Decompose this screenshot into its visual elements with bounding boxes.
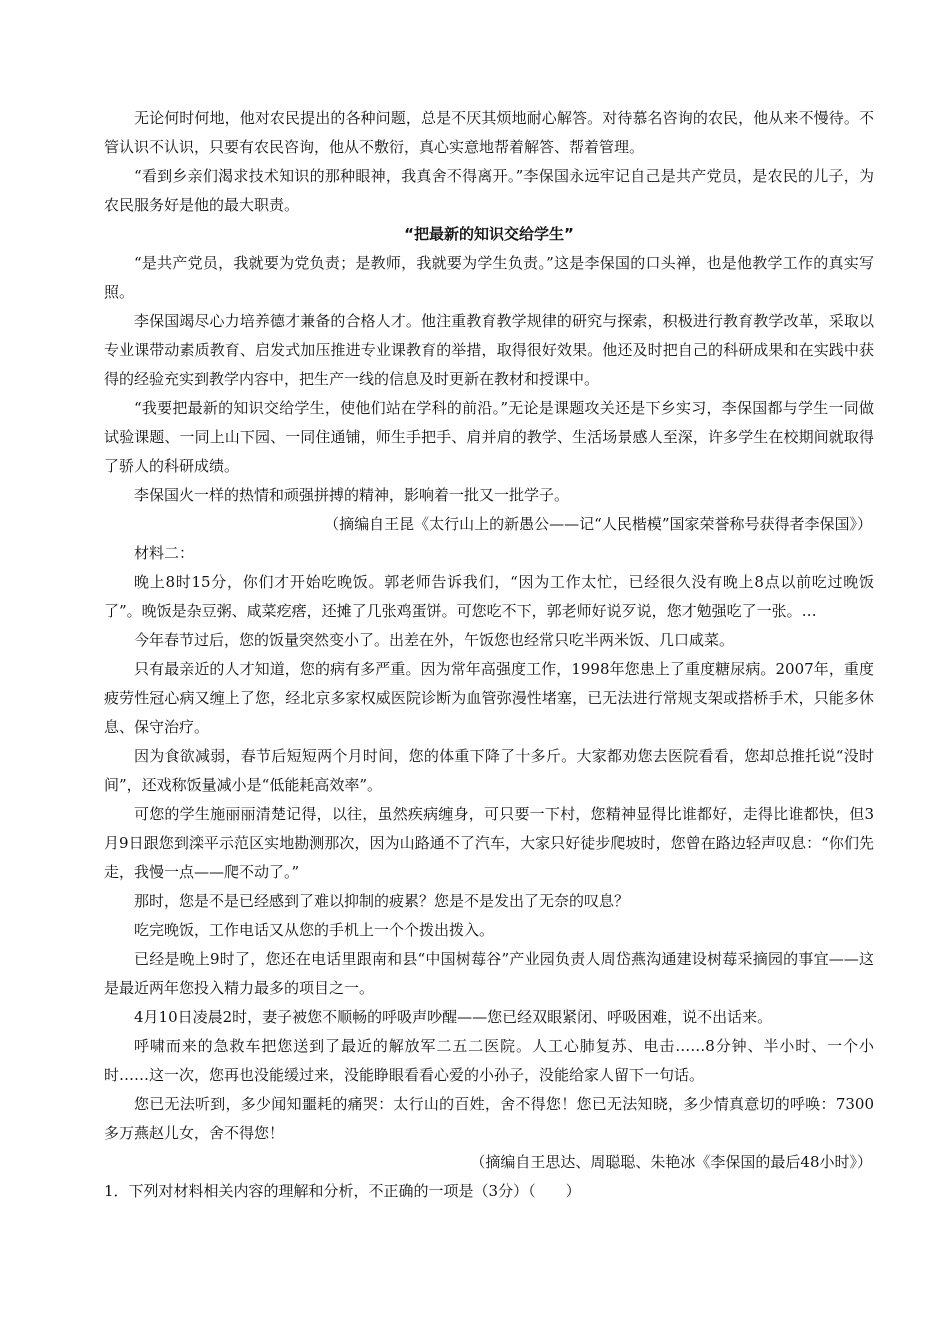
paragraph: 只有最亲近的人才知道，您的病有多严重。因为常年高强度工作，1998年您患上了重度糖尿病。2007年，重度疲劳性冠心病又缠上了您，经北京多家权威医院诊断为血管弥漫性堵塞，已无法进行常规支架或搭桥手术，只能多休息、保守治疗。 [104,660,874,736]
paragraph: “我要把最新的知识交给学生，使他们站在学科的前沿。”无论是课题攻关还是下乡实习，李保国都与学生一同做试验课题、一同上山下园、一同住通铺，师生手把手、肩并肩的教学、生活场景感人至深，许多学生在校期间就取得了骄人的科研成绩。 [104,399,874,475]
paragraph: 晚上8时15分，你们才开始吃晚饭。郭老师告诉我们，“因为工作太忙，已经很久没有晚上8点以前吃过晚饭了”。晚饭是杂豆粥、咸菜疙瘩，还摊了几张鸡蛋饼。可您吃不下，郭老师好说歹说，您才勉强吃了一张。… [104,573,874,620]
paragraph: 今年春节过后，您的饭量突然变小了。出差在外，午饭您也经常只吃半两米饭、几口咸菜。 [134,631,735,649]
paragraph: 您已无法听到，多少闻知噩耗的痛哭：太行山的百姓，舍不得您！您已无法知晓，多少情真意切的呼唤：7300多万燕赵儿女，舍不得您！ [104,1095,874,1142]
paragraph: “看到乡亲们渴求技术知识的那种眼神，我真舍不得离开。”李保国永远牢记自己是共产党员，是农民的儿子，为农民服务好是他的最大职责。 [104,167,874,214]
question-1: 1．下列对材料相关内容的理解和分析，不正确的一项是（3分）（ ） [104,1182,581,1200]
paragraph: “是共产党员，我就要为党负责；是教师，我就要为学生负责。”这是李保国的口头禅，也是他教学工作的真实写照。 [104,254,874,301]
paragraph: 吃完晚饭，工作电话又从您的手机上一个个拨出拨入。 [134,921,495,939]
source-citation: （摘编自王昆《太行山上的新愚公——记“人民楷模”国家荣誉称号获得者李保国》） [324,515,872,533]
document-body [104,104,874,1206]
paragraph: 因为食欲减弱，春节后短短两个月时间，您的体重下降了十多斤。大家都劝您去医院看看，您却总推托说“没时间”，还戏称饭量减小是“低能耗高效率”。 [104,747,874,794]
paragraph: 4月10日凌晨2时，妻子被您不顺畅的呼吸声吵醒——您已经双眼紧闭、呼吸困难，说不出话来。 [134,1008,773,1026]
paragraph: 可您的学生施丽丽清楚记得，以往，虽然疾病缠身，可只要一下村，您精神显得比谁都好，走得比谁都快，但3月9日跟您到滦平示范区实地勘测那次，因为山路通不了汽车，大家只好徒步爬坡时，您曾在路边轻声叹息：“你们先走，我慢一点——爬不动了。” [104,805,874,881]
paragraph: 李保国火一样的热情和顽强拼搏的精神，影响着一批又一批学子。 [134,486,570,504]
source-citation: （摘编自王思达、周聪聪、朱艳冰《李保国的最后48小时》） [470,1153,872,1171]
paragraph: 呼啸而来的急救车把您送到了最近的解放军二五二医院。人工心肺复苏、电击……8分钟、半小时、一个小时……这一次，您再也没能缓过来，没能睁眼看看心爱的小孙子，没能给家人留下一句话。 [104,1037,874,1084]
paragraph: 李保国竭尽心力培养德才兼备的合格人才。他注重教育教学规律的研究与探索，积极进行教育教学改革，采取以专业课带动素质教育、启发式加压推进专业课教育的举措，取得很好效果。他还及时把自己的科研成果和在实践中获得的经验充实到教学内容中，把生产一线的信息及时更新在教材和授课中。 [104,312,874,388]
paragraph: 无论何时何地，他对农民提出的各种问题，总是不厌其烦地耐心解答。对待慕名咨询的农民，他从来不慢待。不管认识不认识，只要有农民咨询，他从不敷衍，真心实意地帮着解答、帮着管理。 [104,109,874,156]
material-label: 材料二： [134,544,195,562]
section-heading: “把最新的知识交给学生” [404,225,574,243]
paragraph: 那时，您是不是已经感到了难以抑制的疲累？您是不是发出了无奈的叹息？ [134,892,630,910]
paragraph: 已经是晚上9时了，您还在电话里跟南和县“中国树莓谷”产业园负责人周岱燕沟通建设树莓采摘园的事宜——这是最近两年您投入精力最多的项目之一。 [104,950,874,997]
